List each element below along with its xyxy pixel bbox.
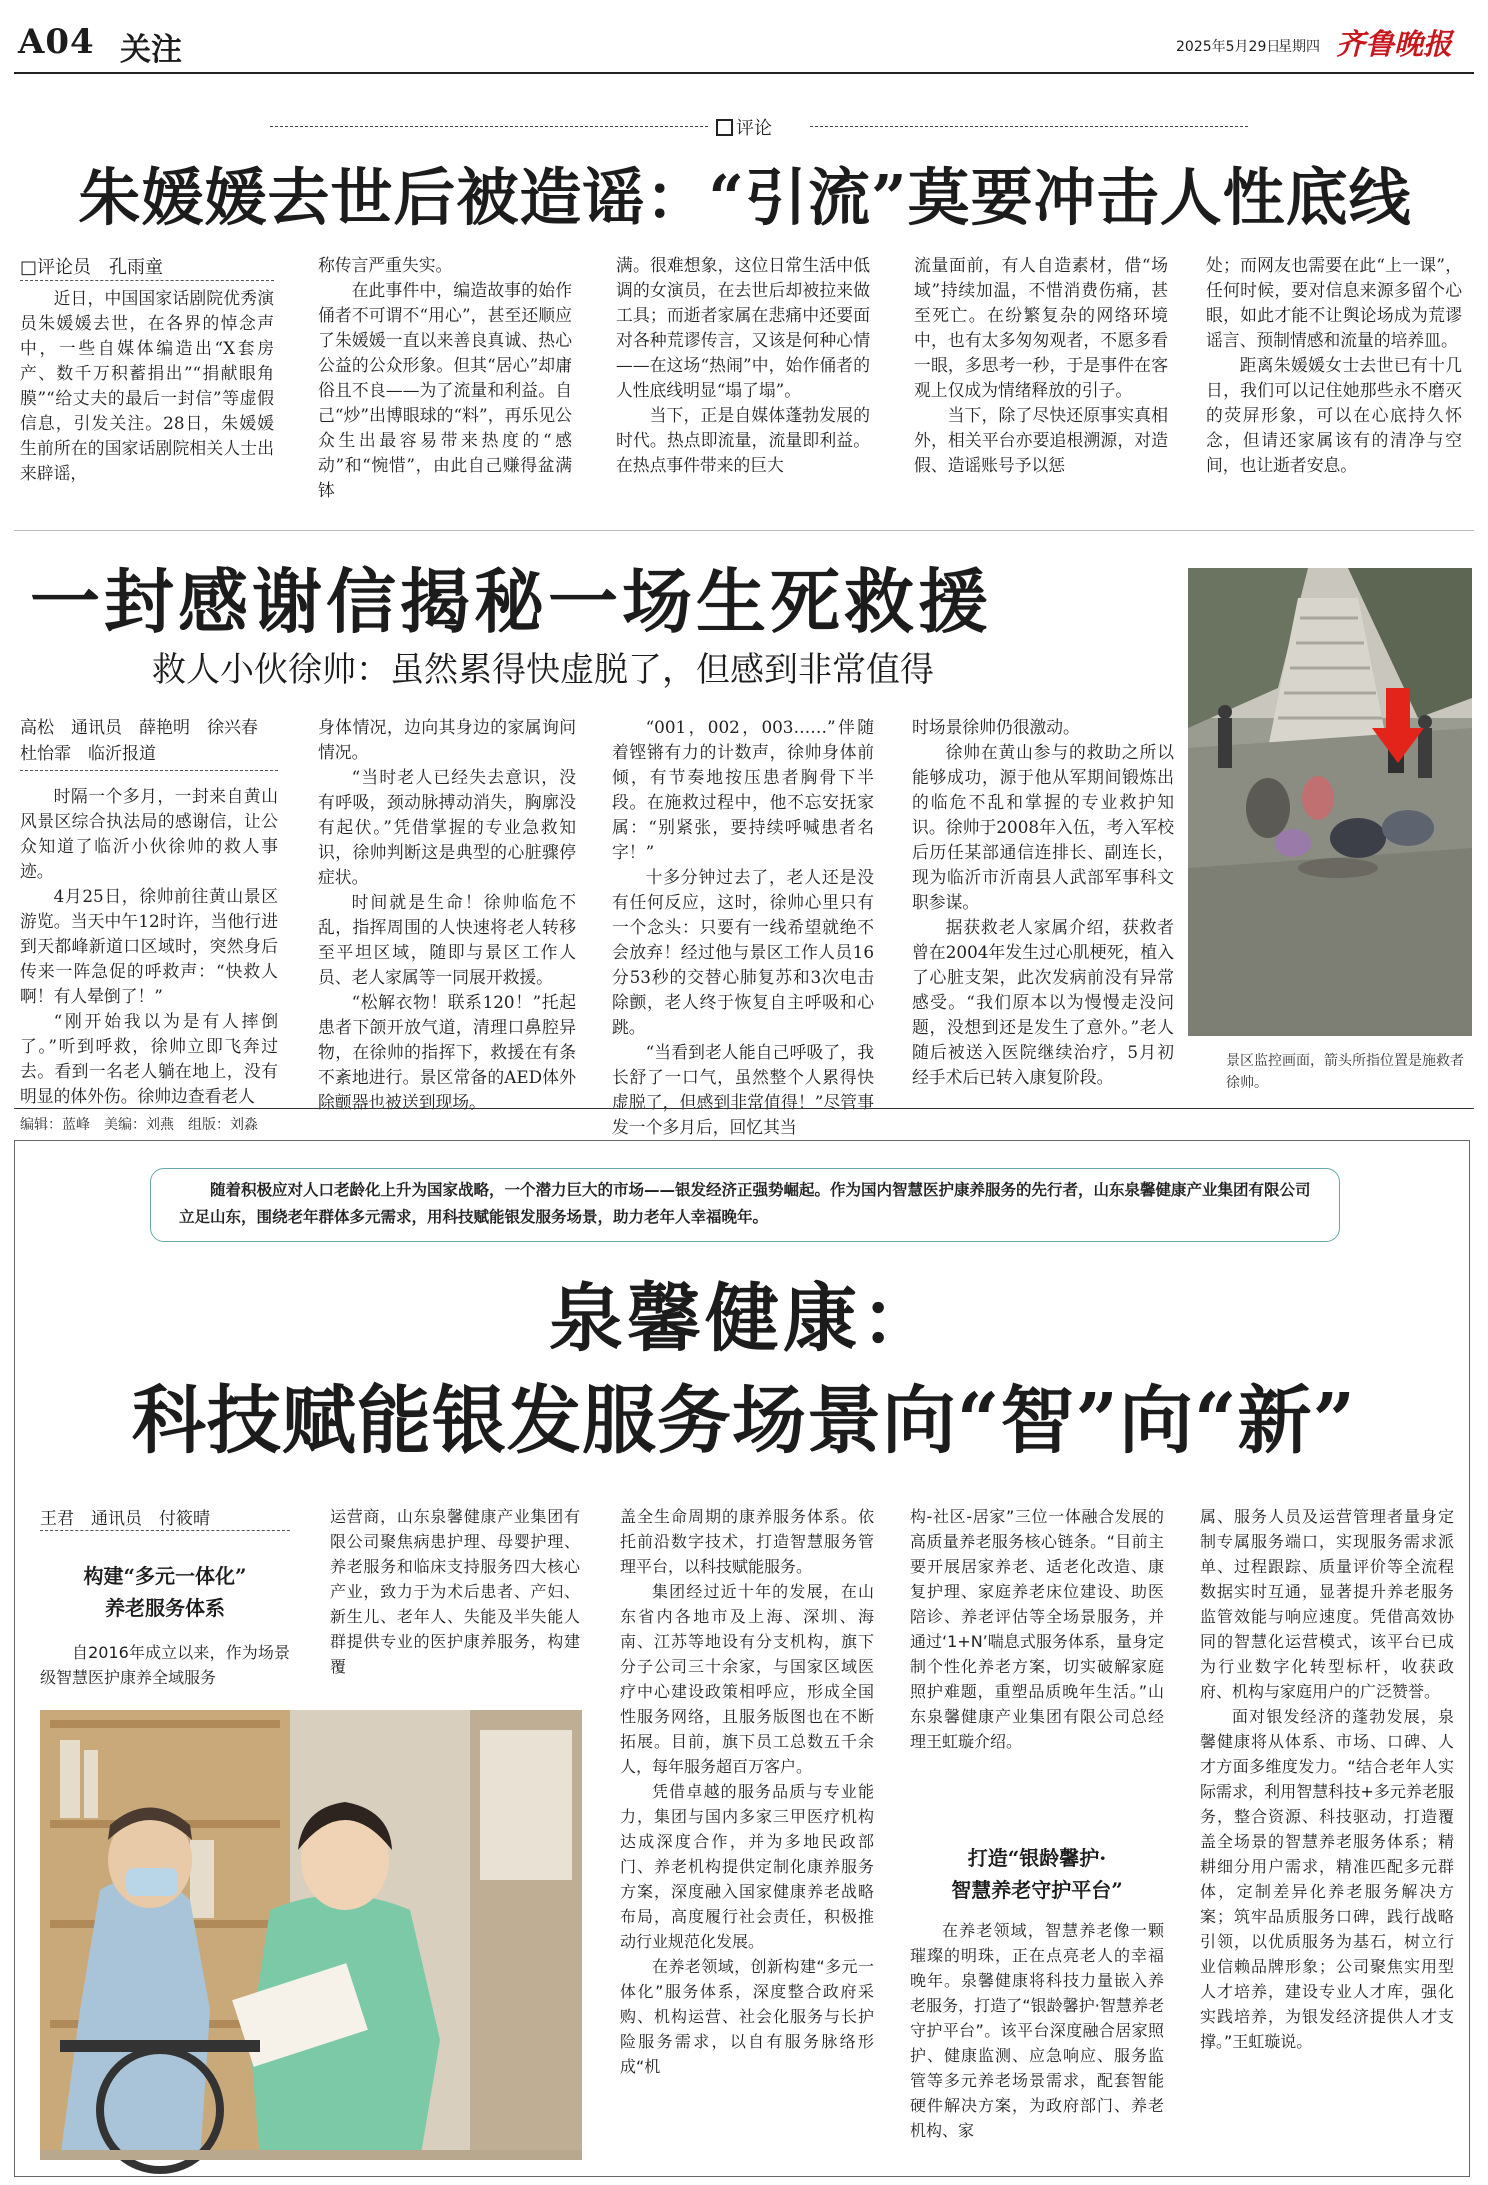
tag-label: 评论: [736, 118, 772, 139]
subhead-2: [910, 1842, 1164, 1906]
article3-col-4: 构-社区-居家”三位一体融合发展的高质量养老服务核心链条。“目前主要开展居家养老、适老化改造、康复护理、家庭养老床位建设、助医陪诊、养老评估等全场景服务，并通过‘1+N’喘息式服务体系，量身定制个性化养老方案，切实破解家庭照护难题，重塑品质晚年生活。”山东泉馨健康产业集团有限公司总经理王虹璇介绍。: [910, 1507, 1164, 1751]
intro-text: 随着积极应对人口老龄化上升为国家战略，一个潜力巨大的市场——银发经济正强势崛起。作为国内智慧医护康养服务的先行者，山东泉馨健康产业集团有限公司立足山东，围绕老年群体多元需求，用科技赋能银发服务场景，助力老年人幸福晚年。: [179, 1181, 1311, 1226]
article3-col-5: 属、服务人员及运营管理者量身定制专属服务端口，实现服务需求派单、过程跟踪、质量评价等全流程数据实时互通，显著提升养老服务监管效能与响应速度。凭借高效协同的智慧化运营模式，该平台已成为行业数字化转型标杆，收获政府、机构与家庭用户的广泛赞誉。 面对银发经济的蓬勃发展，泉馨健康将从体系、市场、口碑、人才方面多维度发力。“结合老年人实际需求，利用智慧科技+多元养老服务，整合资源、科技驱动，打造覆盖全场景的智慧养老服务体系；精耕细分用户需求，精准匹配多元群体，定制差异化养老服务解决方案；筑牢品质服务口碑，践行战略引领，以优质服务为基石，树立行业信赖品牌形象；公司聚焦实用型人才培养，建设专业人才库，强化实践培养，为银发经济提供人才支撑。”王虹璇说。: [1200, 1507, 1454, 2051]
comment-tag: [716, 114, 772, 140]
article2-byline-underline: [20, 770, 278, 771]
article2-col-4: 时场景徐帅仍很激动。 徐帅在黄山参与的救助之所以能够成功，源于他从军期间锻炼出的临危不乱和掌握的专业救护知识。徐帅于2008年入伍，考入军校后历任某部通信连排长、副连长，现为临沂市沂南县人武部军事科文职参谋。 据获救老人家属介绍，获救者曾在2004年发生过心肌梗死，植入了心脏支架，此次发病前没有异常感受。“我们原本以为慢慢走没问题，没想到还是发生了意外。”老人随后被送入医院继续治疗，5月初经手术后已转入康复阶段。: [912, 717, 1174, 1087]
intro-box: [150, 1168, 1340, 1242]
header-rule: [14, 72, 1474, 74]
article1-col-4: 流量面前，有人自造素材，借“场域”持续加温，不惜消费伤痛，甚至死亡。在纷繁复杂的网络环境中，也有太多匆匆观者，不愿多看一眼，多思考一秒，于是事件在客观上仅成为情绪释放的引子。 当下，除了尽快还原事实真相外，相关平台亦要追根溯源，对造假、造谣账号予以惩: [914, 255, 1168, 475]
article3-byline: 王君 通讯员 付筱晴: [40, 1509, 210, 1529]
article1-col-5: 处；而网友也需要在此“上一课”，任何时候，要对信息来源多留个心眼，如此才能不让舆论场成为荒谬谣言、预制情感和流量的培养皿。 距离朱媛媛女士去世已有十几日，我们可以记住她那些永不磨灭的荧屏形象，可以在心底持久怀念，但请还家属该有的清净与空间，也让逝者安息。: [1206, 255, 1462, 475]
article2-col-2: 身体情况，边向其身边的家属询问情况。 “当时老人已经失去意识，没有呼吸，颈动脉搏动消失，胸廓没有起伏。”凭借掌握的专业急救知识，徐帅判断这是典型的心脏骤停症状。 时间就是生命！徐帅临危不乱，指挥周围的人快速将老人转移至平坦区域，随即与景区工作人员、老人家属等一同展开救援。 “松解衣物！联系120！”托起患者下颌开放气道，清理口鼻腔异物，在徐帅的指挥下，救援在有条不紊地进行。景区常备的AED体外除颤器也被送到现场。: [318, 717, 576, 1112]
photo-caption: 景区监控画面，箭头所指位置是施救者徐帅。: [1226, 1053, 1464, 1091]
issue-weekday: 星期四: [1278, 39, 1320, 55]
article2-col-3: “001，002，003……”伴随着铿锵有力的计数声，徐帅身体前倾，有节奏地按压患者胸骨下半段。在施救过程中，他不忘安抚家属：“别紧张，要持续呼喊患者名字！” 十多分钟过去了，老人还是没有任何反应，这时，徐帅心里只有一个念头：只要有一线希望就绝不会放弃！经过他与景区工作人员16分53秒的交替心肺复苏和3次电击除颤，老人终于恢复自主呼吸和心跳。 “当看到老人能自己呼吸了，我长舒了一口气，虽然整个人累得快虚脱了，但感到非常值得！”尽管事发一个多月后，回忆其当: [612, 717, 874, 1137]
masthead-logo: 齐鲁晚报: [1336, 27, 1453, 61]
article1-bottom-rule: [14, 530, 1474, 531]
article3-headline-line-2: 科技赋能银发服务场景向“智”向“新”: [131, 1378, 1357, 1464]
article1-col-3: 满。很难想象，这位日常生活中低调的女演员，在去世后却被拉来做工具；而逝者家属在悲痛中还要面对各种荒谬传言，又该是何种心情——在这场“热闹”中，始作俑者的人性底线明显“塌了塌”。 当下，正是自媒体蓬勃发展的时代。热点即流量，流量即利益。在热点事件带来的巨大: [616, 255, 870, 475]
page-header: [14, 8, 1474, 72]
article1-col-2: 称传言严重失实。 在此事件中，编造故事的始作俑者不可谓不“用心”，甚至还顺应了朱媛媛一直以来善良真诚、热心公益的公众形象。但其“居心”却庸俗且不良——为了流量和利益。自己“炒”出博眼球的“料”，再乐见公众生出最容易带来热度的“感动”和“惋惜”，由此自己赚得盆满钵: [318, 255, 572, 500]
issue-date: 2025年5月29日: [1176, 39, 1281, 55]
article2-headline: 一封感谢信揭秘一场生死救援: [30, 560, 992, 643]
subhead-1: [40, 1560, 290, 1624]
article2-col-1: 时隔一个多月，一封来自黄山风景区综合执法局的感谢信，让公众知道了临沂小伙徐帅的救人事迹。 4月25日，徐帅前往黄山景区游览。当天中午12时许，当他行进到天都峰新道口区域时，突然身后传来一阵急促的呼救声：“快救人啊！有人晕倒了！” “刚开始我以为是有人摔倒了。”听到呼救，徐帅立即飞奔过去。看到一名老人躺在地上，没有明显的体外伤。徐帅边查看老人: [20, 786, 278, 1106]
article1-headline: 朱媛媛去世后被造谣：“引流”莫要冲击人性底线: [78, 161, 1412, 234]
editor-credits: 编辑：蓝峰 美编：刘燕 组版：刘淼: [20, 1117, 258, 1133]
eldercare-photo-image: [40, 1710, 582, 2160]
article1-col-1: 近日，中国国家话剧院优秀演员朱媛媛去世，在各界的悼念声中，一些自媒体编造出“X套房产、数千万积蓄捐出”“捐献眼角膜”“给丈夫的最后一封信”等虚假信息，引发关注。28日，朱媛媛生前所在的国家话剧院相关人士出来辟谣，: [20, 288, 274, 483]
article3-col-2: 运营商，山东泉馨健康产业集团有限公司聚焦病患护理、母婴护理、养老服务和临床支持服务四大核心产业，致力于为术后患者、产妇、新生儿、老年人、失能及半失能人群提供专业的医护康养服务，构建覆: [330, 1507, 580, 1676]
section-name: 关注: [120, 32, 182, 68]
subhead-2-line-1: 打造“银龄馨护·: [967, 1846, 1107, 1870]
article3-col-3: 盖全生命周期的康养服务体系。依托前沿数字技术，打造智慧服务管理平台，以科技赋能服务。 集团经过近十年的发展，在山东省内各地市及上海、深圳、海南、江苏等地设有分支机构，旗下分子公司三十余家，与国家区域医疗中心建设政策相呼应，形成全国性服务网络，且服务版图也在不断拓展。目前，旗下员工总数五千余人，每年服务超百万客户。 凭借卓越的服务品质与专业能力，集团与国内多家三甲医疗机构达成深度合作，并为多地民政部门、养老机构提供定制化康养服务方案，深度融入国家健康养老战略布局，高度履行社会责任，积极推动行业规范化发展。 在养老领域，创新构建“多元一体化”服务体系，深度整合政府采购、机构运营、社会化服务与长护险服务需求，以自有服务脉络形成“机: [620, 1507, 874, 2076]
subhead-1-line-1: 构建“多元一体化”: [83, 1564, 247, 1588]
page-number: A04: [18, 22, 95, 62]
article1-byline: □评论员 孔雨童: [20, 257, 164, 278]
subhead-1-line-2: 养老服务体系: [105, 1596, 225, 1620]
byline-line-1: 高松 通讯员 薛艳明 徐兴春: [20, 718, 258, 738]
article2-byline: [20, 715, 258, 767]
tag-box-icon: [716, 119, 733, 136]
article3-col-4b: 在养老领域，智慧养老像一颗璀璨的明珠，正在点亮老人的幸福晚年。泉馨健康将科技力量嵌入养老服务，打造了“银龄馨护·智慧养老守护平台”。该平台深度融合居家照护、健康监测、应急响应、服务监管等多元养老场景需求，配套智能硬件解决方案，为政府部门、养老机构、家: [910, 1921, 1164, 2140]
tag-rule-left: [270, 126, 708, 127]
byline-underline: [20, 280, 274, 281]
eldercare-photo: [40, 1710, 582, 2160]
credits-rule: [14, 1108, 1474, 1109]
article3-headline-line-1: 泉馨健康：: [549, 1276, 939, 1362]
article2-subhead: 救人小伙徐帅：虽然累得快虚脱了，但感到非常值得: [152, 650, 934, 690]
article3-byline-underline: [40, 1530, 290, 1531]
byline-line-2: 杜怡霏 临沂报道: [20, 744, 156, 764]
tag-rule-right: [810, 126, 1248, 127]
surveillance-photo: [1188, 568, 1472, 1036]
surveillance-photo-image: [1188, 568, 1472, 1036]
article3-col-1: 自2016年成立以来，作为场景级智慧医护康养全域服务: [40, 1643, 290, 1687]
subhead-2-line-2: 智慧养老守护平台”: [951, 1878, 1123, 1902]
